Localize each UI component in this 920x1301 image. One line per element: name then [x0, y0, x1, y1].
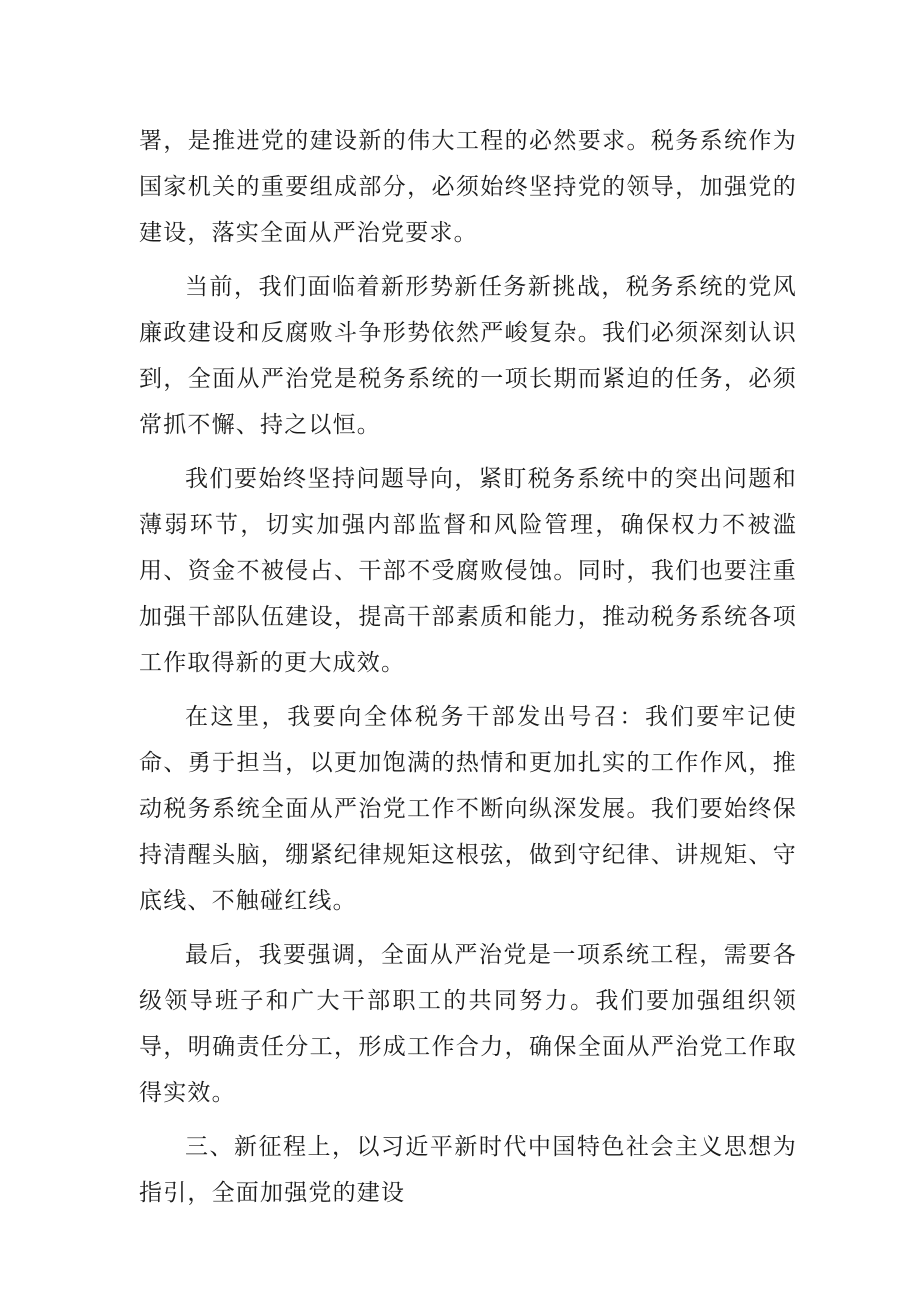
paragraph: 我们要始终坚持问题导向，紧盯税务系统中的突出问题和薄弱环节，切实加强内部监督和风险管理，确保权力不被滥用、资金不被侵占、干部不受腐败侵蚀。同时，我们也要注重加强干部队伍建设，提高干部素质和能力，推动税务系统各项工作取得新的更大成效。 [139, 466, 797, 676]
paragraph: 最后，我要强调，全面从严治党是一项系统工程，需要各级领导班子和广大干部职工的共同努力。我们要加强组织领导，明确责任分工，形成工作合力，确保全面从严治党工作取得实效。 [139, 942, 797, 1106]
paragraph: 在这里，我要向全体税务干部发出号召：我们要牢记使命、勇于担当，以更加饱满的热情和更加扎实的工作作风，推动税务系统全面从严治党工作不断向纵深发展。我们要始终保持清醒头脑，绷紧纪律规矩这根弦，做到守纪律、讲规矩、守底线、不触碰红线。 [139, 704, 797, 914]
document-body [139, 118, 797, 1224]
paragraph: 当前，我们面临着新形势新任务新挑战，税务系统的党风廉政建设和反腐败斗争形势依然严峻复杂。我们必须深刻认识到，全面从严治党是税务系统的一项长期而紧迫的任务，必须常抓不懈、持之以恒。 [139, 274, 797, 438]
paragraph-continuation: 署，是推进党的建设新的伟大工程的必然要求。税务系统作为国家机关的重要组成部分，必须始终坚持党的领导，加强党的建设，落实全面从严治党要求。 [139, 128, 797, 246]
section-heading: 三、新征程上，以习近平新时代中国特色社会主义思想为指引，全面加强党的建设 [139, 1134, 797, 1206]
